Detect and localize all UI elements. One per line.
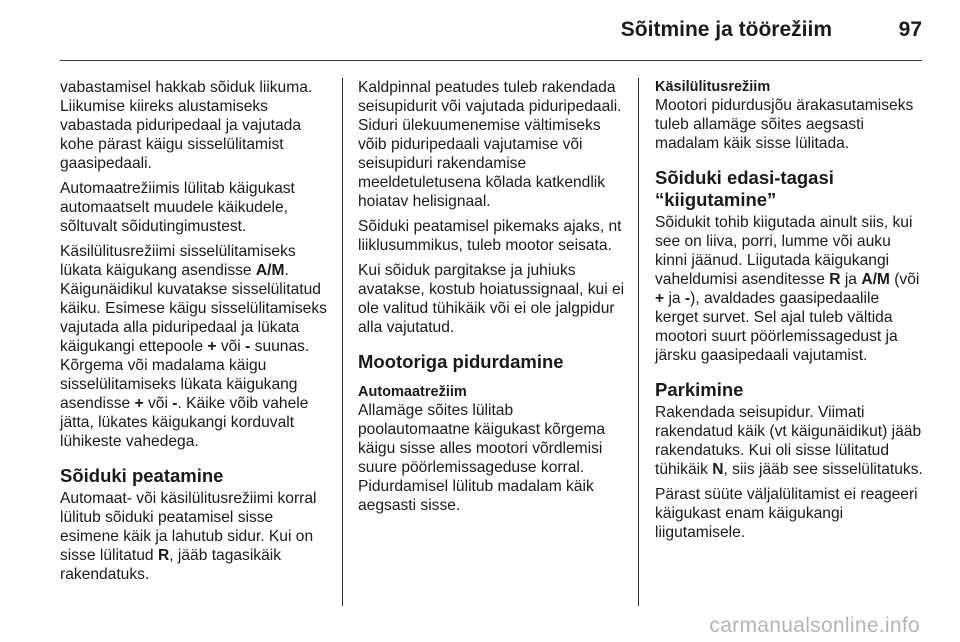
subheading-manual-mode: Käsilülitusrežiim	[655, 79, 771, 95]
section-heading-engine-braking: Mootoriga pidurdamine	[358, 351, 564, 372]
paragraph: Allamäge sõites lülitab poolautomaatne käigukast kõrgema käigu sisse alles mootori võrdlemisi suure pöörlemissageduse korral. Pidurdamisel lülitub madalam käik aegsasti sisse.	[358, 402, 606, 514]
section-heading-parking: Parkimine	[655, 379, 744, 400]
paragraph: Automaatrežiimis lülitab käigukast automaatselt muudele käikudele, sõltuvalt sõidutingimustest.	[60, 180, 295, 235]
column-2	[358, 78, 626, 521]
subheading-automatic-mode: Automaatrežiim	[358, 384, 467, 400]
section-heading-stopping: Sõiduki peatamine	[60, 465, 224, 486]
page-header	[60, 0, 922, 61]
page-title: Sõitmine ja töörežiim	[620, 18, 832, 41]
paragraph: Rakendada seisupidur. Viimati rakendatud käik (vt käigunäidikut) jääb rakendatuks. Kui oli sisse lülitatud tühikäik N, siis jääb see sisselülitatuks.	[655, 404, 923, 478]
paragraph: Mootori pidurdusjõu ärakasutamiseks tuleb allamäge sõites aegsasti madalam käik sisse lülitada.	[655, 97, 914, 152]
column-3	[655, 78, 923, 548]
column-divider	[342, 78, 343, 606]
column-divider	[638, 78, 639, 606]
section-heading-rocking: Sõiduki edasi-tagasi “kiigutamine”	[655, 167, 834, 210]
watermark: carmanualsonline.info	[709, 614, 920, 637]
paragraph: Sõidukit tohib kiigutada ainult siis, kui see on liiva, porri, lumme või auku kinni jäänud. Liigutada käigukangi vaheldumisi asenditesse R ja A/M (või + ja -), avaldades gaasipedaalile kerget survet. Sel ajal tuleb vältida mootori suurt pöörlemissagedust ja järsku gaasipedaali vajutamist.	[655, 214, 920, 364]
paragraph: Sõiduki peatamisel pikemaks ajaks, nt liiklusummikus, tuleb mootor seisata.	[358, 218, 622, 254]
paragraph: Käsilülitusrežiimi sisselülitamiseks lükata käigukang asendisse A/M. Käigunäidikul kuvatakse sisselülitatud käiku. Esimese käigu sisselülitamiseks vajutada alla piduripedaal ja lükata käigukangi ettepoole + või - suunas. Kõrgema või madalama käigu sisselülitamiseks lükata käigukang asendisse + või -. Käike võib vahele jätta, lükates käigukangi korduvalt lühikeste vahedega.	[60, 243, 327, 450]
paragraph: vabastamisel hakkab sõiduk liikuma. Liikumise kiireks alustamiseks vabastada piduripedaal ja vajutada kohe pärast käigu sisselülitamist gaasipedaali.	[60, 79, 313, 172]
page-number: 97	[898, 18, 922, 41]
paragraph: Pärast süüte väljalülitamist ei reageeri käigukast enam käigukangi liigutamisele.	[655, 486, 918, 541]
paragraph: Kui sõiduk pargitakse ja juhiuks avatakse, kostub hoiatussignaal, kui ei ole valitud tühikäik või ei ole jalgpidur alla vajutatud.	[358, 262, 625, 336]
paragraph: Automaat- või käsilülitusrežiimi korral lülitub sõiduki peatamisel sisse esimene käik ja lahutub sidur. Kui on sisse lülitatud R, jääb tagasikäik rakendatuks.	[60, 490, 317, 583]
paragraph: Kaldpinnal peatudes tuleb rakendada seisupidurit või vajutada piduripedaali. Siduri ülekuumenemise vältimiseks võib piduripedaali vajutamise või seisupiduri rakendamise meeldetuletusena kõlada katkendlik hoiatav helisignaal.	[358, 79, 622, 210]
column-1	[60, 78, 330, 590]
